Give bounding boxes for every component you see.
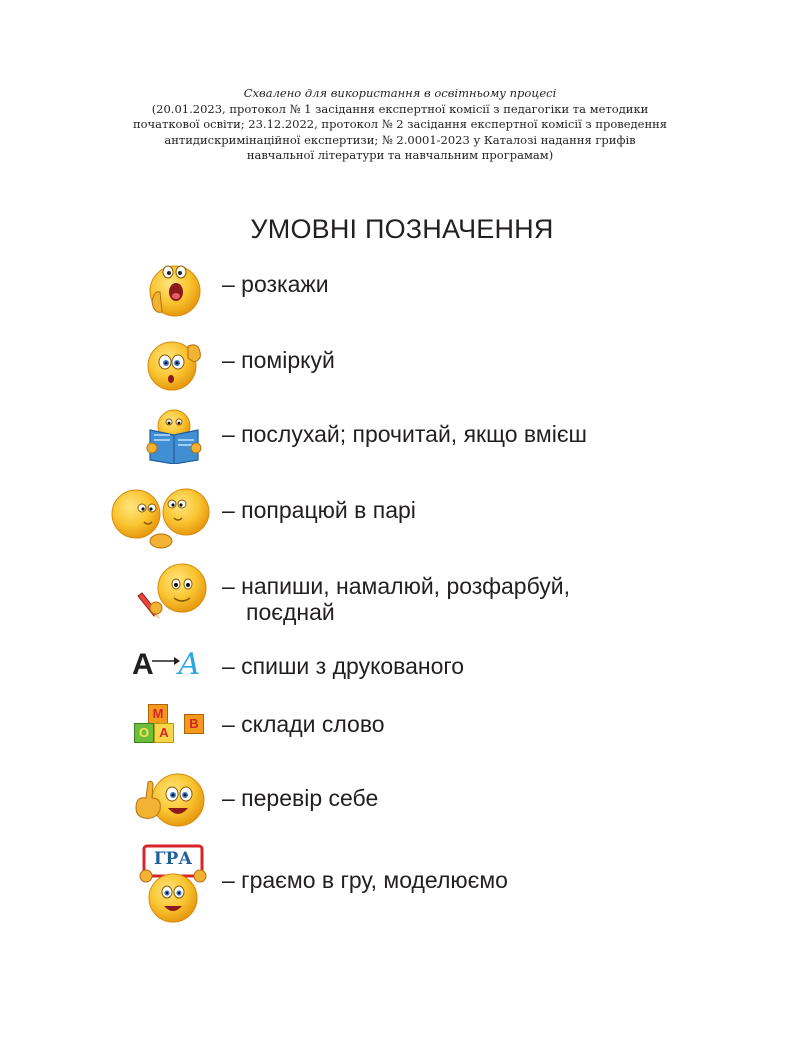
approval-line-2: (20.01.2023, протокол № 1 засідання експертної комісії з педагогіки та методики — [151, 101, 649, 116]
legend-label: – граємо в гру, моделюємо — [222, 867, 508, 893]
legend-item-talk — [0, 271, 800, 297]
script-letter: А — [178, 647, 201, 682]
pair-work-emoji-icon — [110, 486, 212, 550]
legend-item-game — [0, 849, 800, 893]
legend-item-compose — [0, 706, 800, 740]
page-title: УМОВНІ ПОЗНАЧЕННЯ — [250, 214, 554, 244]
print-letter: А — [132, 648, 154, 681]
thinking-emoji-icon — [144, 336, 206, 392]
legend-label: – склади слово — [222, 711, 385, 737]
letter-blocks-icon — [128, 704, 208, 746]
legend-item-read — [0, 421, 800, 447]
block-m: М — [148, 704, 168, 724]
legend-item-pair — [0, 497, 800, 523]
block-o: О — [134, 723, 154, 743]
legend-label: – поміркуй — [222, 347, 335, 373]
approval-note — [40, 86, 760, 164]
self-check-emoji-icon — [132, 770, 208, 830]
legend-item-check — [0, 785, 800, 811]
legend-item-write — [0, 573, 800, 625]
legend-label: – попрацюй в парі — [222, 497, 416, 523]
legend-item-think — [0, 347, 800, 373]
game-sign-text: ГРА — [153, 849, 193, 869]
approval-line-3: початкової освіти; 23.12.2022, протокол № 2 засідання експертної комісії з проведення — [132, 117, 668, 131]
legend-label: – послухай; прочитай, якщо вмієш — [222, 421, 588, 447]
approval-line-1: Схвалено для використання в освітньому процесі — [243, 86, 557, 100]
approval-line-5: навчальної літератури та навчальним програмам) — [246, 148, 554, 162]
legend-label: – напиши, намалюй, розфарбуй, — [222, 573, 570, 599]
reading-emoji-icon — [144, 408, 206, 464]
writing-emoji-icon — [134, 562, 208, 624]
legend-label: – розкажи — [222, 271, 329, 297]
legend-label: – спиши з друкованого — [222, 653, 465, 679]
block-a: А — [154, 723, 174, 743]
talking-emoji-icon — [144, 262, 202, 320]
legend-label: – перевір себе — [222, 785, 379, 811]
legend-label-continuation: поєднай — [246, 599, 335, 625]
approval-line-4: антидискримінаційної експертизи; № 2.0001-2023 у Каталозі надання грифів — [164, 132, 636, 147]
block-v: В — [184, 714, 204, 734]
legend-item-copy — [0, 647, 800, 682]
